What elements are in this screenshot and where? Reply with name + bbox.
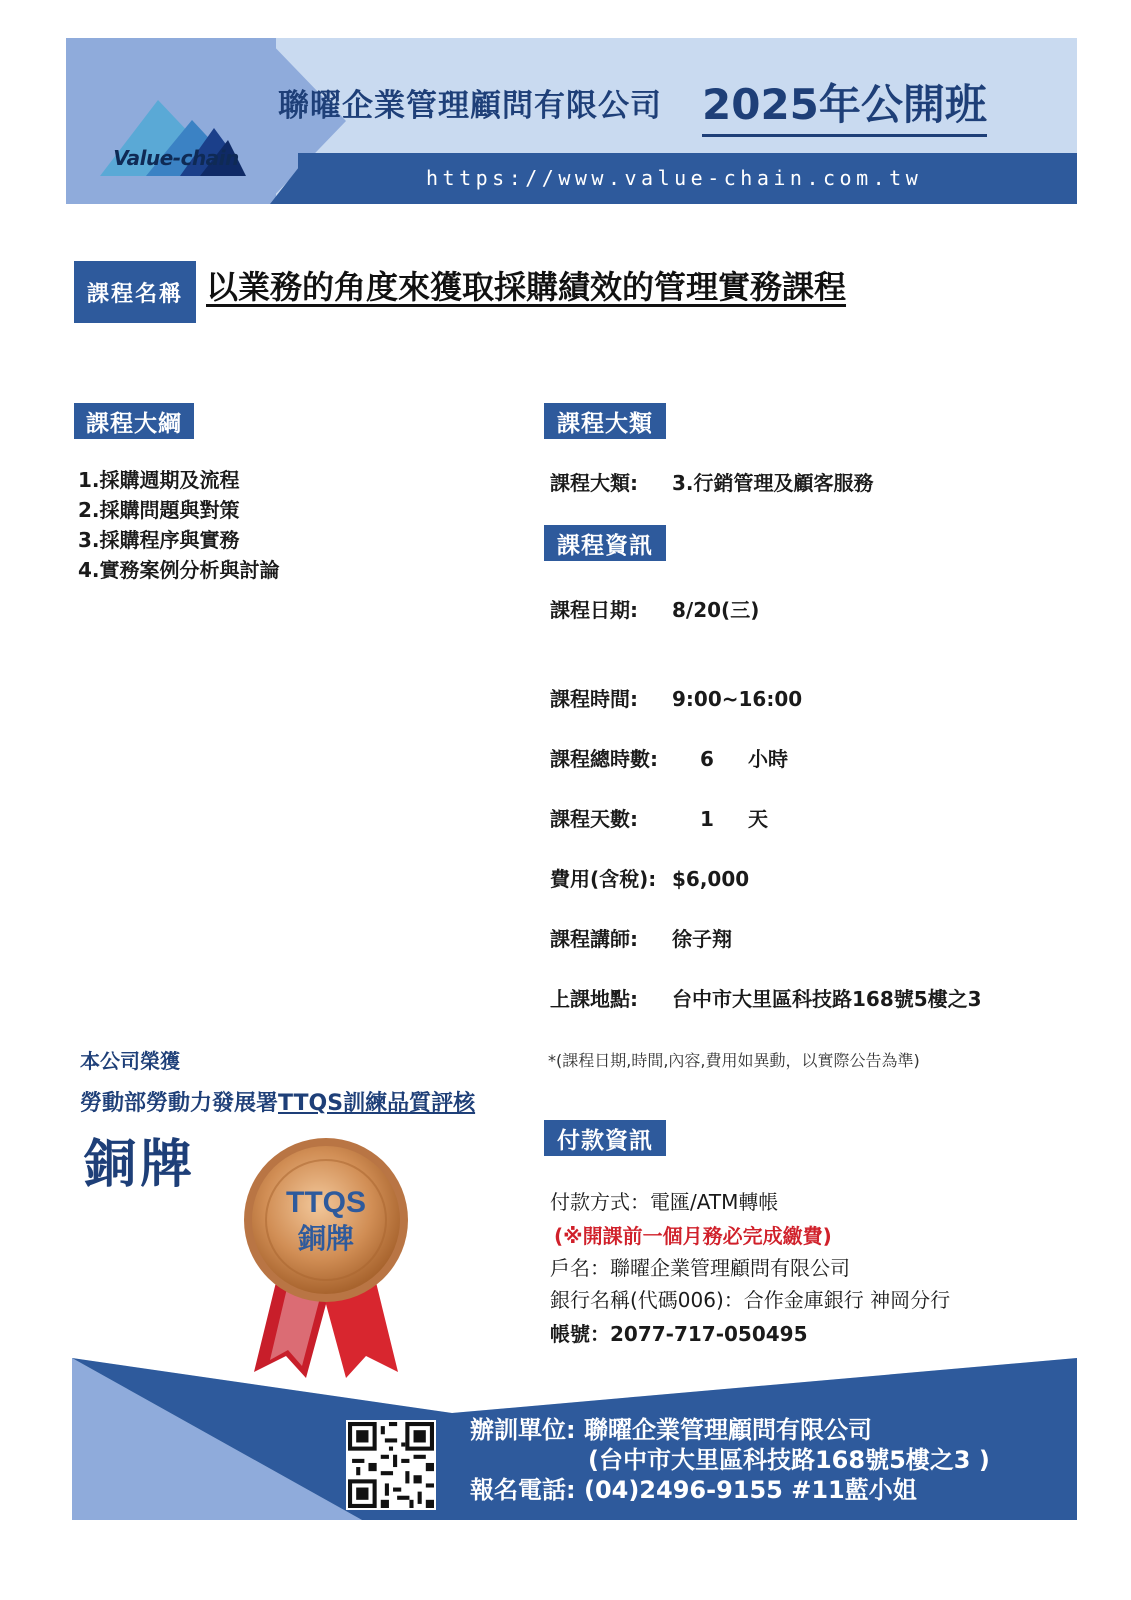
- days-unit: 天: [748, 807, 768, 831]
- course-name-label: 課程名稱: [74, 261, 196, 323]
- header-bar-slant: [270, 153, 310, 204]
- date-label: 課程日期:: [550, 598, 638, 622]
- category-label: 課程大類:: [550, 471, 638, 495]
- footer-organizer-name: 聯曜企業管理顧問有限公司: [583, 1416, 872, 1444]
- time-value: 9:00~16:00: [672, 687, 803, 711]
- honor-line-2-underlined: TTQS訓練品質評核: [278, 1091, 476, 1116]
- honor-bronze-title: 銅牌: [84, 1135, 197, 1195]
- time-label: 課程時間:: [550, 687, 638, 711]
- course-name: 以業務的角度來獲取採購績效的管理實務課程: [206, 268, 847, 306]
- honor-line-2-prefix: 勞動部勞動力發展署: [80, 1091, 279, 1116]
- logo-text: Value-chain: [113, 146, 239, 170]
- registration-qr-code-icon[interactable]: [346, 1420, 436, 1510]
- payment-deadline-note: (※開課前一個月務必完成繳費): [554, 1224, 832, 1248]
- payment-method: 付款方式：電匯/ATM轉帳: [550, 1190, 779, 1214]
- location-label: 上課地點:: [550, 987, 638, 1011]
- outline-list: [78, 465, 280, 585]
- info-note: *(課程日期,時間,內容,費用如異動，以實際公告為準): [548, 1051, 920, 1070]
- honor-line-1: 本公司榮獲: [80, 1049, 180, 1073]
- location-value: 台中市大里區科技路168號5樓之3: [672, 987, 982, 1011]
- days-row: [550, 803, 768, 832]
- footer-address: (台中市大里區科技路168號5樓之3 ): [588, 1446, 990, 1474]
- outline-item: 3.採購程序與實務: [78, 528, 240, 552]
- category-row: [550, 467, 874, 496]
- payment-account-number: 帳號：2077-717-050495: [550, 1322, 808, 1346]
- company-name: 聯曜企業管理顧問有限公司: [278, 88, 662, 124]
- footer-organizer-label: 辦訓單位:: [470, 1416, 576, 1444]
- footer-phone: [470, 1470, 917, 1505]
- ttqs-bronze-medal-icon: [236, 1134, 416, 1384]
- outline-item: 4.實務案例分析與討論: [78, 558, 280, 582]
- payment-bank: 銀行名稱(代碼006)：合作金庫銀行 神岡分行: [550, 1288, 951, 1312]
- location-row: [550, 983, 982, 1012]
- date-row: [550, 594, 759, 623]
- info-tag: 課程資訊: [544, 525, 666, 561]
- days-label: 課程天數:: [550, 807, 638, 831]
- payment-account-name: 戶名：聯曜企業管理顧問有限公司: [550, 1256, 850, 1280]
- outline-tag: 課程大綱: [74, 403, 194, 439]
- fee-label: 費用(含稅):: [550, 867, 657, 891]
- medal-text-2: 銅牌: [297, 1222, 355, 1255]
- medal-text-1: TTQS: [286, 1186, 366, 1219]
- time-row: [550, 683, 802, 712]
- payment-tag: 付款資訊: [544, 1120, 666, 1156]
- hours-row: [550, 743, 788, 772]
- instructor-row: [550, 923, 732, 952]
- header-banner: [66, 38, 1077, 204]
- category-tag: 課程大類: [544, 403, 666, 439]
- outline-item: 2.採購問題與對策: [78, 498, 240, 522]
- hours-label: 課程總時數:: [550, 747, 658, 771]
- hours-value: 6: [700, 747, 714, 771]
- outline-item: 1.採購週期及流程: [78, 468, 240, 492]
- fee-row: [550, 863, 749, 892]
- hours-unit: 小時: [748, 747, 788, 771]
- honor-line-2: [80, 1086, 475, 1117]
- date-value: 8/20(三): [672, 598, 760, 622]
- days-value: 1: [700, 807, 714, 831]
- footer-phone-number[interactable]: (04)2496-9155 #11藍小姐: [583, 1476, 917, 1504]
- year-title: 2025年公開班: [702, 72, 987, 137]
- instructor-label: 課程講師:: [550, 927, 638, 951]
- footer-phone-label: 報名電話:: [470, 1476, 576, 1504]
- fee-value: $6,000: [672, 867, 750, 891]
- website-url[interactable]: https://www.value-chain.com.tw: [426, 166, 923, 190]
- instructor-value: 徐子翔: [672, 927, 732, 951]
- category-value: 3.行銷管理及顧客服務: [672, 471, 874, 495]
- value-chain-logo-icon: [96, 78, 256, 188]
